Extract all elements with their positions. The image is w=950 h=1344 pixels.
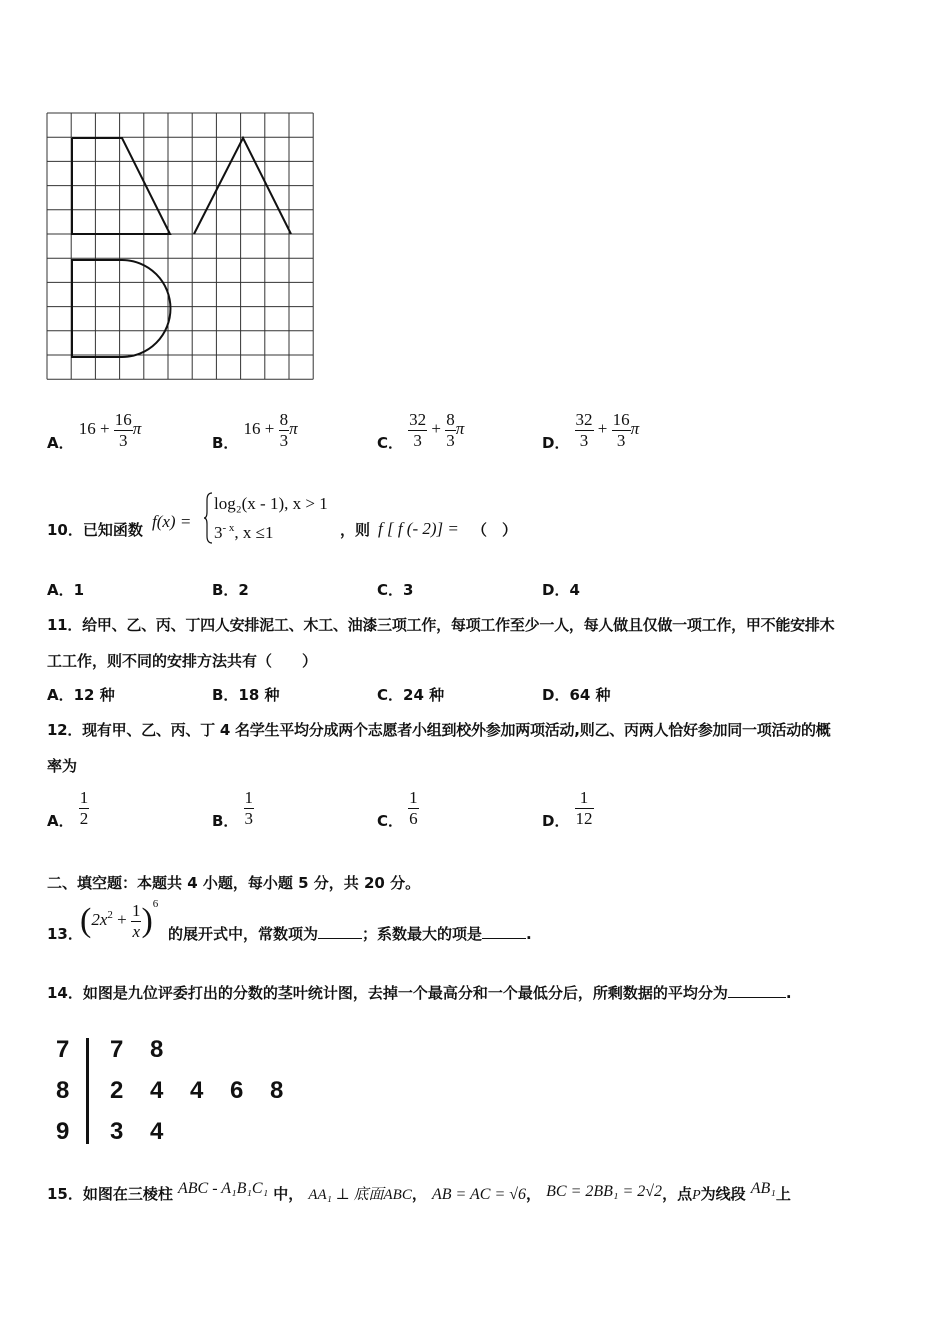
q10-option-d[interactable]: D．4: [542, 581, 580, 599]
q10-paren: （ ）: [472, 521, 518, 539]
q11-line2: 工工作，则不同的安排方法共有（ ）: [47, 652, 318, 670]
q9-option-a[interactable]: A． 16 + $\frac{16}{3}$ π: [47, 410, 142, 452]
q12-option-d[interactable]: D． $\frac{1}{12}$: [542, 788, 593, 830]
q14-text: 14．如图是九位评委打出的分数的茎叶统计图，去掉一个最高分和一个最低分后，所剩数据的平均分为 .: [47, 984, 792, 1002]
q13-blank-1[interactable]: [318, 938, 362, 939]
q9-option-b[interactable]: B． 16 + $\frac{8}{3}$ π: [212, 410, 298, 452]
section-2-heading: 二、填空题：本题共 4 小题，每小题 5 分，共 20 分。: [47, 874, 421, 892]
q12-option-a[interactable]: A． $\frac{1}{2}$: [47, 788, 89, 830]
three-view-diagram: [46, 112, 322, 388]
q12-option-b[interactable]: B． $\frac{1}{3}$: [212, 788, 254, 830]
leaf: 2: [110, 1077, 124, 1104]
q10-option-a[interactable]: A．1: [47, 581, 85, 599]
q9-option-c[interactable]: C． $\frac{32}{3}$ + $\frac{8}{3}$ π: [377, 410, 465, 452]
q10-case1: log₂(x - 1), x > 1: [214, 494, 328, 513]
q10-mid: ，则: [340, 521, 371, 539]
top-view-semicircle: [72, 260, 170, 357]
q9-option-d[interactable]: D． $\frac{32}{3}$ + $\frac{16}{3}$ π: [542, 410, 640, 452]
leaf: 4: [150, 1077, 164, 1104]
leaf: 4: [150, 1118, 164, 1145]
q10-option-b[interactable]: B．2: [212, 581, 249, 599]
stem-9: 9: [56, 1118, 70, 1145]
stem-7: 7: [56, 1036, 70, 1063]
leaf: 4: [190, 1077, 204, 1104]
leaf: 8: [150, 1036, 164, 1063]
q11-option-d[interactable]: D．64 种: [542, 686, 611, 704]
leaf: 8: [270, 1077, 284, 1104]
q13-lead: 13．: [47, 925, 83, 943]
grid-lines: [47, 113, 313, 379]
q10-brace: [203, 492, 213, 544]
q10-fx: f(x) =: [152, 512, 192, 531]
q10-option-c[interactable]: C．3: [377, 581, 414, 599]
q15-line: 15．如图在三棱柱 ABC - A₁B₁C₁ 中， AA₁ ⊥ 底面ABC， AB = AC = √6， BC = 2BB₁ = 2√2，点P为线段 AB₁上: [47, 1180, 791, 1203]
q11-option-c[interactable]: C．24 种: [377, 686, 445, 704]
leaf: 3: [110, 1118, 124, 1145]
q11-line1: 11．给甲、乙、丙、丁四人安排泥工、木工、油漆三项工作，每项工作至少一人，每人做且仅做一项工作，甲不能安排木: [47, 616, 835, 634]
q10-expr: f [ f (- 2)] =: [378, 519, 459, 538]
stem-leaf-plot: [52, 1032, 302, 1152]
leaf: 7: [110, 1036, 124, 1063]
q12-option-c[interactable]: C． $\frac{1}{6}$: [377, 788, 418, 830]
leaf: 6: [230, 1077, 244, 1104]
q10-case2: $3^{- x}$, x ≤1: [214, 522, 274, 542]
stem-8: 8: [56, 1077, 70, 1104]
q13-expression: ($2x^2$ + $\frac{1}{x}$ )$^6$: [80, 898, 159, 941]
stem-leaf-divider: [86, 1038, 89, 1144]
q12-line1: 12．现有甲、乙、丙、丁 4 名学生平均分成两个志愿者小组到校外参加两项活动,则乙、丙两人恰好参加同一项活动的概: [47, 721, 831, 739]
q11-option-a[interactable]: A．12 种: [47, 686, 115, 704]
q14-blank[interactable]: [728, 997, 786, 998]
q10-lead: 10．已知函数: [47, 521, 143, 539]
q13-blank-2[interactable]: [482, 938, 526, 939]
q12-line2: 率为: [47, 757, 78, 775]
q13-text: 的展开式中，常数项为 ；系数最大的项是 .: [168, 925, 532, 943]
q11-option-b[interactable]: B．18 种: [212, 686, 280, 704]
